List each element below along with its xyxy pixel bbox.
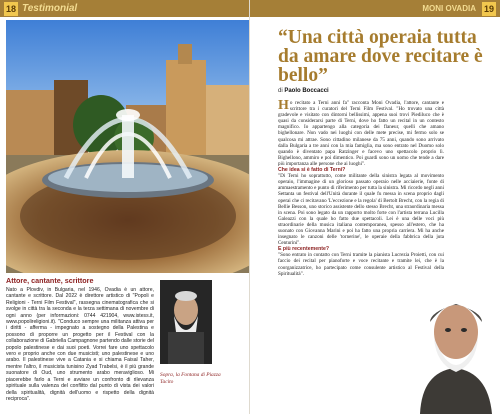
headline: “Una città operaia tutta da amare dove recitare è bello” xyxy=(278,27,483,86)
paragraph-1-text: o recitato a Terni anni fa" racconta Moni Ovadia, l'attore, cantante e scrittore tra i curatori del Terni Film Festival. "Ho trovato una città gradevole e visitato con dintorni bellissimi, appena suoi trovi Piediluco che è quasi da considerarsi parte di Terni, dove ho fatto un recital in un contesto magnifico. Io appartengo alla categoria dei flaneur, quelli che amano bighellonare. Non vado nei luoghi con delle mete precise, mi fermo solo se qualcosa mi attrae. Sono cittadino milanese da 75 anni, quando sono arrivato dalla Bulgaria a tre anni con la mia famiglia, ma sono entrato nel Duomo solo quando è diventato papa Ratzinger e facevo uno spettacolo proprio lì. Bighellono, ammiro e poi dimentico. Poi guardi sono un uomo che tende a dare più importanza alle persone che ai luoghi". xyxy=(278,100,444,167)
paragraph-1 xyxy=(278,100,444,167)
right-page-number: 19 xyxy=(483,3,494,14)
paragraph-3: "Sono entrato in contatto con Terni tramite la pianista Lucrezia Proietti, con cui faccio dei recital per pianoforte e voce recitante e tramite lei, che è la coorganizzatrice, ho partecipato come consulente artistico al Festival della Spiritualità". xyxy=(278,252,444,277)
bio-box xyxy=(6,276,154,402)
question-2: E più recentemente? xyxy=(278,246,330,253)
byline-prefix: di xyxy=(278,88,283,94)
paragraph-2: "Di Terni ho soprattutto, come militante della sinistra legata al movimento operaio, l'immagine di un glorioso passato operaio nelle acciaierie, fonte di ammaestramento e punto di riferimento per tutta la sinistra. Mi ricordo negli anni Settanta un festival dell'Unità durante il quale fu messa in scena proprio dagli operai che ci recitavano 'L'eccezione e la regola' di Bertolt Brecht, con la regia di Bellie Besson, uno storico assistente dello stesso Brecht, una straordinaria messa in scena. Poi sono legato da un rapporto molto forte con l'artista terrana Lucilla Galeazzi con la quale ho fatto due spettacoli. Lei è una delle voci più straordinarie della musica italiana contemporanea, spesso all'estero, che ha suonato con Giovanna Marini e poi ha fatto una propria carriera. Mi ha anche insegnato le canzoni delle 'tornerine', le operaie della fabbrica della juta Centurini". xyxy=(278,173,444,247)
fountain-photo xyxy=(6,20,250,273)
left-page-number: 18 xyxy=(5,3,16,14)
small-portrait-photo xyxy=(160,280,212,364)
bio-heading: Attore, cantante, scrittore xyxy=(6,276,94,285)
right-header-band xyxy=(250,0,500,17)
photo-caption: Sopra, la Fontana di Piazza Tacito xyxy=(160,372,221,385)
byline xyxy=(278,88,329,94)
byline-author: Paolo Boccacci xyxy=(284,88,329,94)
article-body xyxy=(278,100,444,277)
header-person-name: MONI OVADIA xyxy=(422,4,476,13)
left-header-band xyxy=(0,0,250,17)
question-1: Che idea si è fatto di Terni? xyxy=(278,167,346,174)
large-portrait-photo xyxy=(410,282,500,414)
drop-cap: H xyxy=(278,98,289,113)
bio-text: Nato a Plovdiv, in Bulgaria, nel 1946, Ovadia è un attore, cantante e scrittore. Dal 2022 è direttore artistico di "Popoli e Religioni - Terni Film Festival", rassegna cinematografica che si svolge in città tra la seconda e la terza settimana di novembre di ogni anno (per informazioni: 0744 421904, www.istess.it, www.popolireligioni.it). "Conduco sempre una militanza attiva per i diritti - afferma - impegnato a sostegno della Palestina e possono di proporre un progetto per il Festival con la collaborazione di Gabriella Campagnone partendo dalle storie del popolo palestinese e dai suoi poeti. Vorrei fare uno spettacolo vero e proprio anche con due musicisti; uno palestinese e uno arabo. Il palestinese vive a Catania e si chiama Faisal Taher, mentre l'altro, il musicista tunisino Zyad Trabelsi, è il più grande suonatore di Oud, uno strumento arabo meraviglioso. Mi piacerebbe farlo a Terni e avviare un confronto di rilevanza spirituale sulla valenza del conflitto dal punto di vista dei valori della spiritualità, dignità dell'uomo e rispetto della dignità reciproca". xyxy=(6,287,154,402)
section-title: Testimonial xyxy=(22,3,78,14)
right-page xyxy=(250,0,500,414)
